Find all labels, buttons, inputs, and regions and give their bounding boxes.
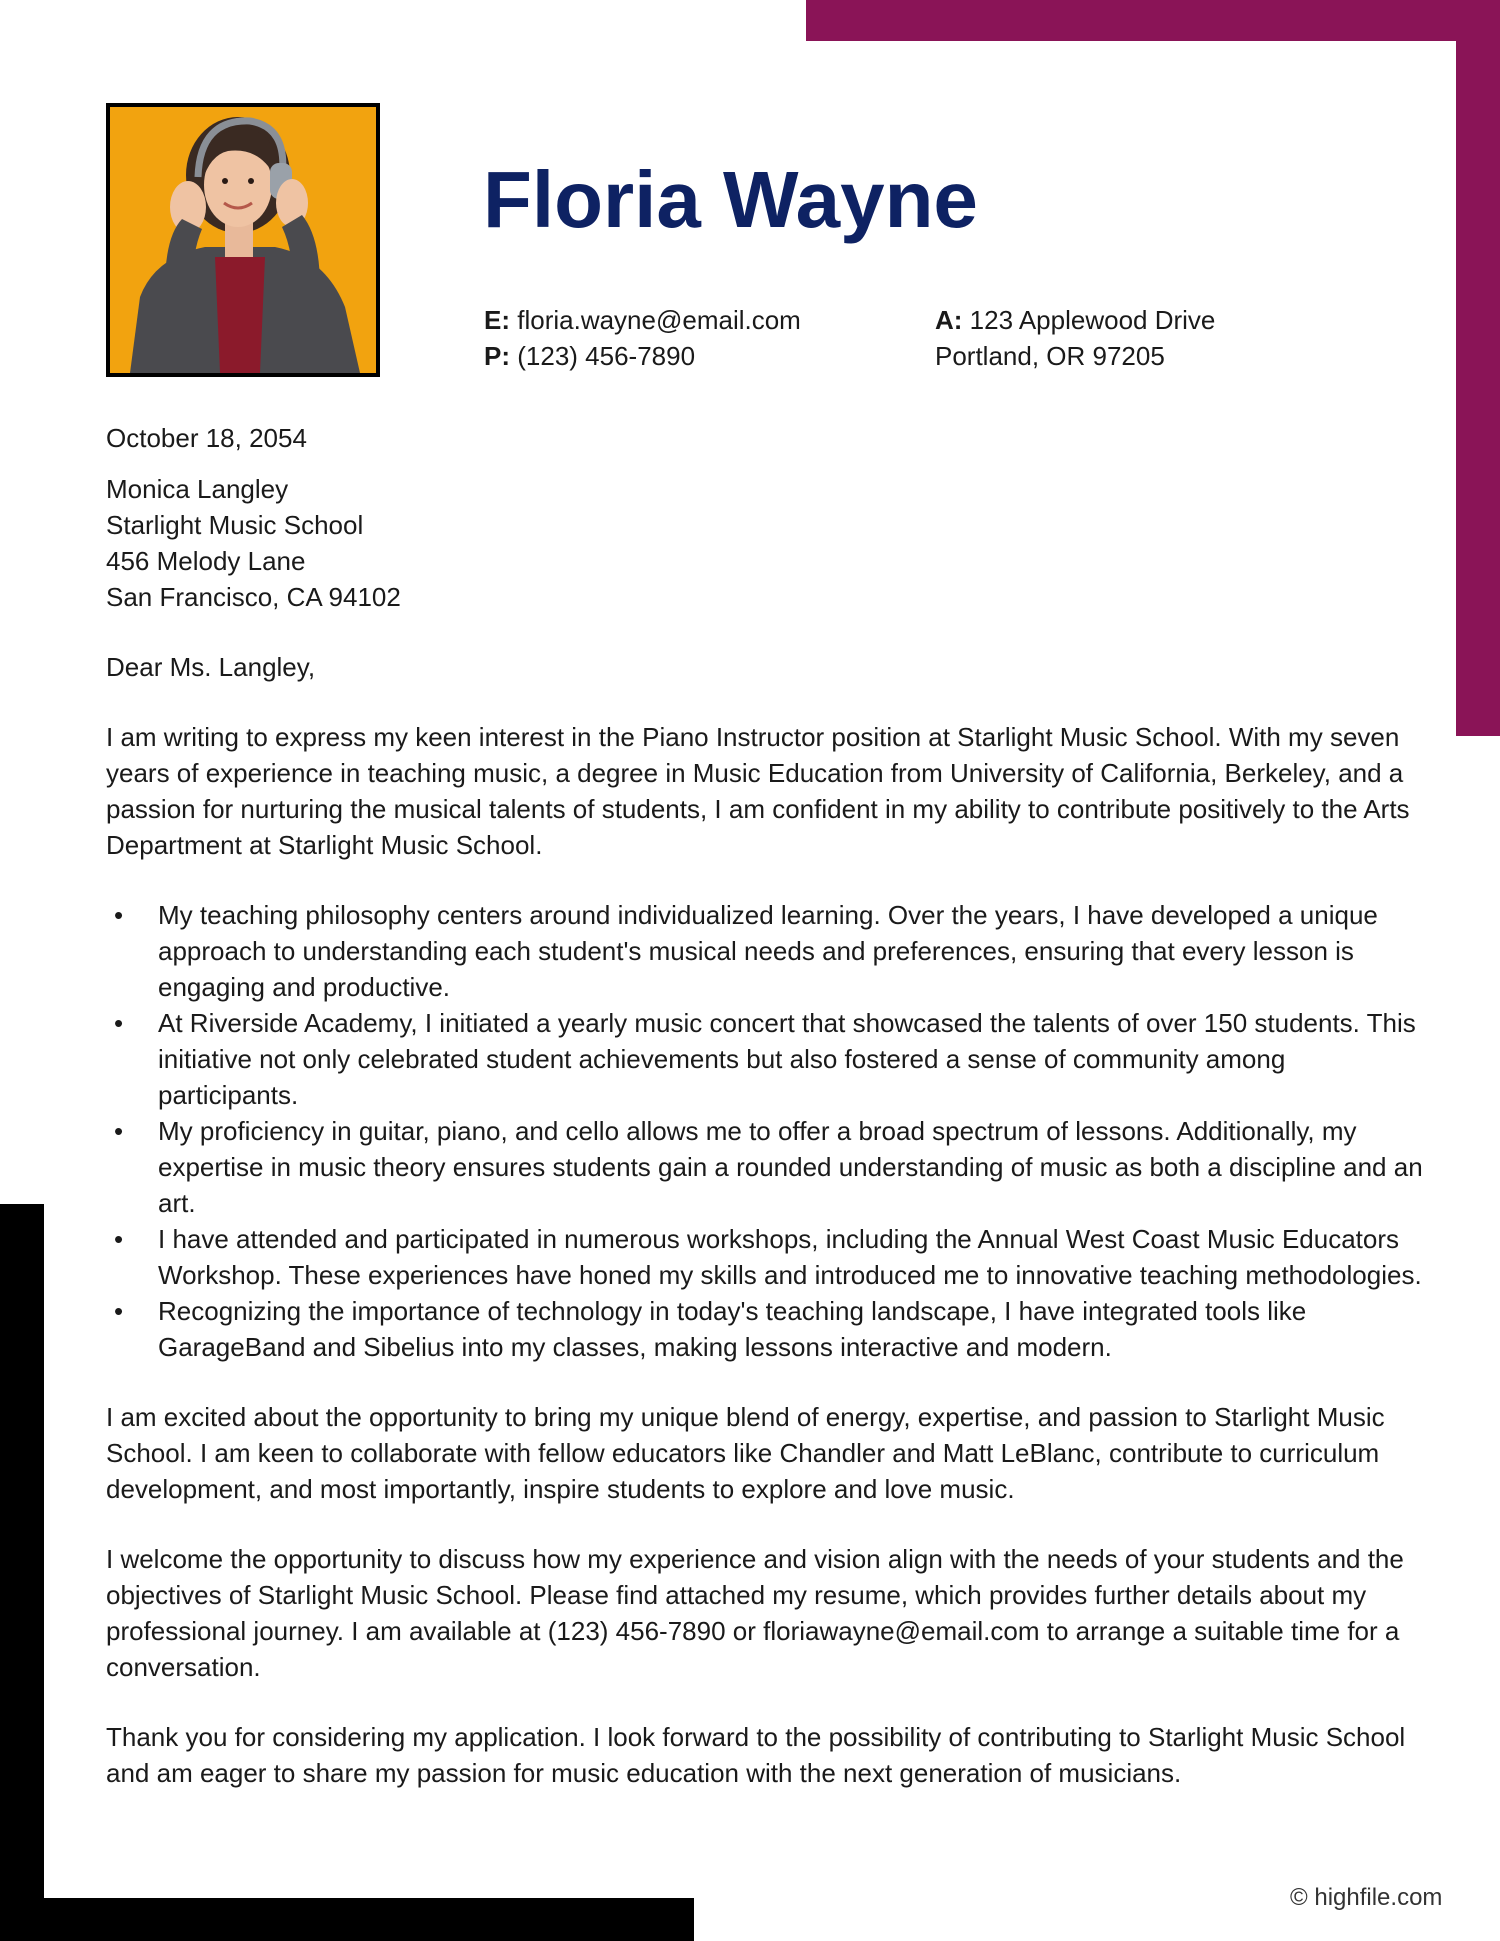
salutation: Dear Ms. Langley, (106, 652, 316, 682)
bullet-icon: • (114, 900, 124, 930)
list-item: • I have attended and participated in numerous workshops, including the Annual West Coast Music Educators Workshop. These experiences have honed my skills and introduced me to innovative teaching methodologies. (106, 1221, 1426, 1293)
profile-photo (106, 103, 380, 377)
bullet-icon: • (114, 1008, 124, 1038)
phone-line (484, 338, 801, 374)
phone-label: P: (484, 341, 510, 371)
recipient-name: Monica Langley (106, 474, 289, 504)
letter-date: October 18, 2054 (106, 423, 307, 453)
address-street: 123 Applewood Drive (969, 305, 1216, 335)
email-label: E: (484, 305, 510, 335)
address-line-1 (935, 302, 1215, 338)
applicant-name: Floria Wayne (483, 155, 978, 244)
contact-address (935, 302, 1215, 374)
intro-paragraph: I am writing to express my keen interest in the Piano Instructor position at Starlight Music School. With my seven years of experience in teaching music, a degree in Music Education from University of California, Berkeley, and a passion for nurturing the musical talents of students, I am confident in my ability to contribute positively to the Arts Department at Starlight Music School. (106, 722, 1410, 860)
recipient-company: Starlight Music School (106, 510, 364, 540)
dark-bar-left (0, 1204, 44, 1941)
body-paragraph-3: I welcome the opportunity to discuss how my experience and vision align with the needs of your students and the objectives of Starlight Music School. Please find attached my resume, which provides further details about my professional journey. I am available at (123) 456-7890 or floriawayne@email.com to arrange a suitable time for a conversation. (106, 1544, 1404, 1682)
list-item: • Recognizing the importance of technology in today's teaching landscape, I have integrated tools like GarageBand and Sibelius into my classes, making lessons interactive and modern. (106, 1293, 1426, 1365)
recipient-city: San Francisco, CA 94102 (106, 582, 401, 612)
copyright-footer: © highfile.com (1290, 1884, 1443, 1911)
recipient-street: 456 Melody Lane (106, 546, 306, 576)
body-paragraph-2: I am excited about the opportunity to bring my unique blend of energy, expertise, and passion to Starlight Music School. I am keen to collaborate with fellow educators like Chandler and Matt LeBlanc, contribute to curriculum development, and most importantly, inspire students to explore and love music. (106, 1402, 1385, 1504)
portrait-illustration (110, 107, 376, 373)
accent-bar-right (1456, 0, 1500, 736)
address-label: A: (935, 305, 963, 335)
list-item: • My proficiency in guitar, piano, and cello allows me to offer a broad spectrum of lessons. Additionally, my expertise in music theory ensures students gain a rounded understanding of music as both a discipline and an art. (106, 1113, 1426, 1221)
list-item: • My teaching philosophy centers around individualized learning. Over the years, I have developed a unique approach to understanding each student's musical needs and preferences, ensuring that every lesson is engaging and productive. (106, 897, 1426, 1005)
address-line-2: Portland, OR 97205 (935, 341, 1165, 371)
email-value: floria.wayne@email.com (517, 305, 801, 335)
bullet-icon: • (114, 1296, 124, 1326)
accent-bar-top (806, 0, 1500, 41)
email-line (484, 302, 801, 338)
dark-bar-bottom (0, 1898, 694, 1941)
letter-body (106, 420, 1426, 1791)
highlights-list (106, 897, 1426, 1365)
closing-paragraph: Thank you for considering my application. I look forward to the possibility of contributing to Starlight Music School and am eager to share my passion for music education with the next generation of musicians. (106, 1722, 1406, 1788)
recipient-block (106, 471, 1426, 615)
contact-email-phone (484, 302, 801, 374)
list-item: • At Riverside Academy, I initiated a yearly music concert that showcased the talents of over 150 students. This initiative not only celebrated student achievements but also fostered a sense of community among participants. (106, 1005, 1426, 1113)
bullet-icon: • (114, 1116, 124, 1146)
bullet-icon: • (114, 1224, 124, 1254)
phone-value: (123) 456-7890 (517, 341, 696, 371)
